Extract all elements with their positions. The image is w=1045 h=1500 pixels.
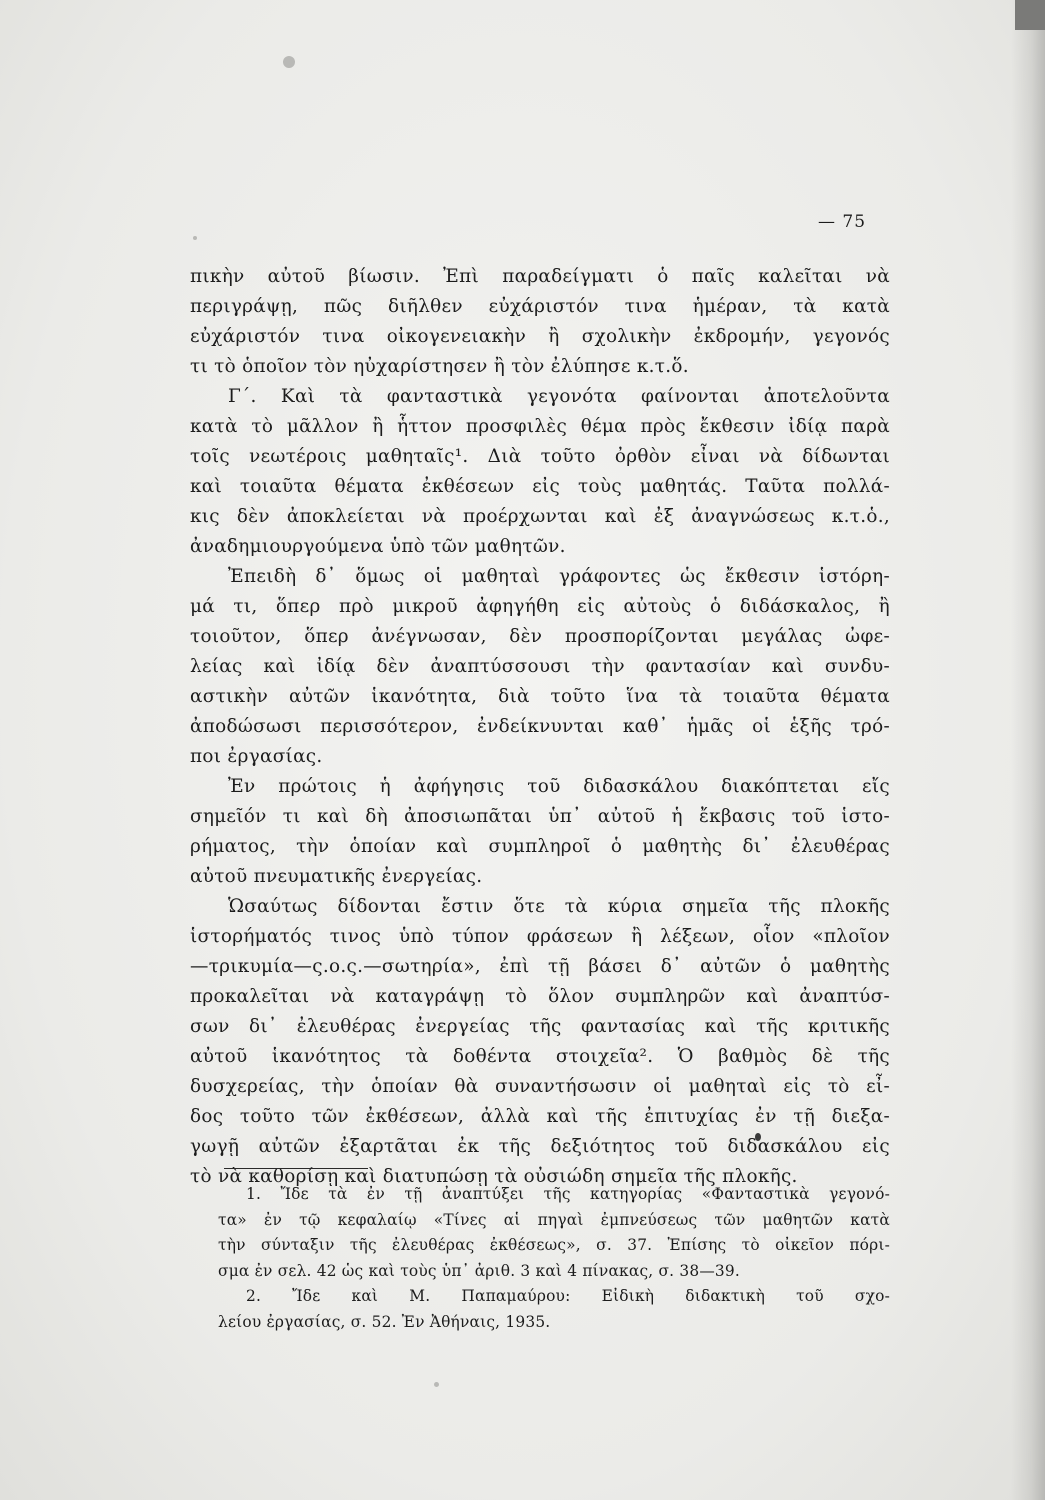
text-line: πικὴν αὐτοῦ βίωσιν. Ἐπὶ παραδείγματι ὁ παῖς καλεῖται νὰ [190,266,890,287]
text-line: περιγράψῃ, πῶς διῆλθεν εὐχάριστόν τινα ἡμέραν, τὰ κατὰ [190,296,890,317]
text-line: δυσχερείας, τὴν ὁποίαν θὰ συναντήσωσιν οἱ μαθηταὶ εἰς τὸ εἶ- [190,1076,890,1097]
footnote-line: λείου ἐργασίας, σ. 52. Ἐν Ἀθήναις, 1935. [218,1312,551,1331]
text-line: Ἐπειδὴ δ᾽ ὅμως οἱ μαθηταὶ γράφοντες ὡς ἔκθεσιν ἱστόρη- [228,566,890,587]
page-corner [1015,0,1045,30]
page-number: — 75 [818,212,867,232]
footnote-line: τα» ἐν τῷ κεφαλαίῳ «Τίνες αἱ πηγαὶ ἐμπνεύσεως τῶν μαθητῶν κατὰ [218,1210,890,1229]
text-line: γωγῇ αὐτῶν ἐξαρτᾶται ἐκ τῆς δεξιότητος τοῦ διδασκάλου εἰς [190,1136,890,1157]
text-line: σων δι᾽ ἐλευθέρας ἐνεργείας τῆς φαντασίας καὶ τῆς κριτικῆς [190,1016,890,1037]
text-line: καὶ τοιαῦτα θέματα ἐκθέσεων εἰς τοὺς μαθητάς. Ταῦτα πολλά- [190,476,890,497]
text-line: αὐτοῦ ἱκανότητος τὰ δοθέντα στοιχεῖα². Ὁ βαθμὸς δὲ τῆς [190,1046,890,1067]
text-line: κις δὲν ἀποκλείεται νὰ προέρχωνται καὶ ἐξ ἀναγνώσεως κ.τ.ὁ., [190,506,890,527]
text-line: μά τι, ὅπερ πρὸ μικροῦ ἀφηγήθη εἰς αὐτοὺς ὁ διδάσκαλος, ἢ [190,596,890,617]
footnote-line: 2. Ἴδε καὶ Μ. Παπαμαύρου: Εἰδικὴ διδακτικὴ τοῦ σχο- [246,1287,890,1305]
paper-speck [283,56,295,68]
footnote-line: 1. Ἴδε τὰ ἐν τῇ ἀναπτύξει τῆς κατηγορίας «Φανταστικὰ γεγονό- [246,1185,890,1203]
text-line: ἱστορήματός τινος ὑπὸ τύπον φράσεων ἢ λέξεων, οἷον «πλοῖον [190,926,890,947]
text-line: τοῖς νεωτέροις μαθηταῖς¹. Διὰ τοῦτο ὀρθὸν εἶναι νὰ δίδωνται [190,446,890,467]
text-line: ποι ἐργασίας. [190,746,323,767]
text-line: εὐχάριστόν τινα οἰκογενειακὴν ἢ σχολικὴν ἐκδρομήν, γεγονός [190,326,890,347]
text-line: ἀναδημιουργούμενα ὑπὸ τῶν μαθητῶν. [190,536,566,557]
text-line: ρήματος, τὴν ὁποίαν καὶ συμπληροῖ ὁ μαθητὴς δι᾽ ἐλευθέρας [190,836,890,857]
text-line: δος τοῦτο τῶν ἐκθέσεων, ἀλλὰ καὶ τῆς ἐπιτυχίας ἐν τῇ διεξα- [190,1106,890,1127]
text-line: κατὰ τὸ μᾶλλον ἢ ἧττον προσφιλὲς θέμα πρὸς ἔκθεσιν ἰδίᾳ παρὰ [190,416,890,437]
paper-speck [193,236,197,240]
text-line: Ἐν πρώτοις ἡ ἀφήγησις τοῦ διδασκάλου διακόπτεται εἴς [228,776,890,797]
text-line: —τρικυμία—ς.ο.ς.—σωτηρία», ἐπὶ τῇ βάσει δ᾽ αὐτῶν ὁ μαθητὴς [190,956,890,977]
text-line: Γ΄. Καὶ τὰ φανταστικὰ γεγονότα φαίνονται ἀποτελοῦντα [228,386,890,407]
footnote-divider [224,1168,368,1169]
text-line: τοιοῦτον, ὅπερ ἀνέγνωσαν, δὲν προσπορίζονται μεγάλας ὠφε- [190,626,890,647]
footnote-line: σμα ἐν σελ. 42 ὡς καὶ τοὺς ὑπ᾽ ἀριθ. 3 καὶ 4 πίνακας, σ. 38—39. [218,1261,740,1280]
text-line: ἀποδώσωσι περισσότερον, ἐνδείκνυνται καθ᾽ ἡμᾶς οἱ ἑξῆς τρό- [190,716,890,737]
text-line: Ὡσαύτως δίδονται ἔστιν ὅτε τὰ κύρια σημεῖα τῆς πλοκῆς [228,896,890,917]
text-line: τι τὸ ὁποῖον τὸν ηὐχαρίστησεν ἢ τὸν ἐλύπησε κ.τ.ὅ. [190,356,689,377]
page-edge-shadow [1011,0,1045,1500]
text-line: λείας καὶ ἰδίᾳ δὲν ἀναπτύσσουσι τὴν φαντασίαν καὶ συνδυ- [190,656,890,677]
footnotes [218,1182,890,1335]
text-line: τὸ νὰ καθορίσῃ καὶ διατυπώσῃ τὰ οὐσιώδη σημεῖα τῆς πλοκῆς. [190,1166,798,1187]
paper-speck [434,1382,439,1387]
footnote-line: τὴν σύνταξιν τῆς ἐλευθέρας ἐκθέσεως», σ. 37. Ἐπίσης τὸ οἰκεῖον πόρι- [218,1236,890,1254]
text-line: αὐτοῦ πνευματικῆς ἐνεργείας. [190,866,483,887]
text-line: σημεῖόν τι καὶ δὴ ἀποσιωπᾶται ὑπ᾽ αὐτοῦ ἡ ἔκβασις τοῦ ἱστο- [190,806,890,827]
text-line: αστικὴν αὐτῶν ἱκανότητα, διὰ τοῦτο ἵνα τὰ τοιαῦτα θέματα [190,686,890,707]
text-line: προκαλεῖται νὰ καταγράψῃ τὸ ὅλον συμπληρῶν καὶ ἀναπτύσ- [190,986,890,1007]
main-text [190,262,890,1192]
